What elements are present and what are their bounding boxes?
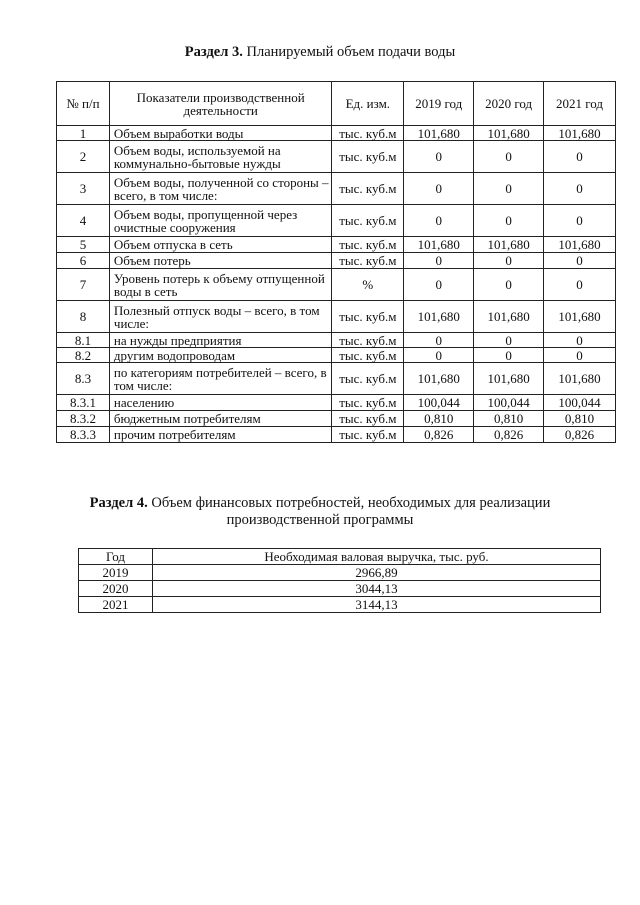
unit-cell: тыс. куб.м [332, 333, 404, 348]
value-2020: 100,044 [474, 395, 544, 411]
value-2020: 101,680 [474, 363, 544, 395]
unit-cell: % [332, 269, 404, 301]
indicator-name: Объем воды, полученной со стороны – всего, в том числе: [109, 173, 332, 205]
col-header-indicator: Показатели производственной деятельности [109, 82, 332, 126]
row-number: 4 [57, 205, 110, 237]
unit-cell: тыс. куб.м [332, 348, 404, 363]
table-row [57, 205, 616, 237]
table-row [57, 363, 616, 395]
col-header-2019: 2019 год [404, 82, 474, 126]
row-number: 8.3.3 [57, 427, 110, 443]
row-number: 1 [57, 126, 110, 141]
indicator-name: Объем воды, пропущенной через очистные сооружения [109, 205, 332, 237]
table-row [79, 565, 601, 581]
unit-cell: тыс. куб.м [332, 126, 404, 141]
table-row [57, 427, 616, 443]
year-cell: 2019 [79, 565, 153, 581]
value-2019: 101,680 [404, 126, 474, 141]
revenue-cell: 3044,13 [153, 581, 601, 597]
value-2020: 0,810 [474, 411, 544, 427]
indicator-name: Объем отпуска в сеть [109, 237, 332, 253]
table-row [57, 301, 616, 333]
table-row [57, 395, 616, 411]
value-2021: 0 [544, 205, 616, 237]
value-2019: 0 [404, 173, 474, 205]
value-2019: 100,044 [404, 395, 474, 411]
value-2019: 0,826 [404, 427, 474, 443]
section-3-title [0, 44, 640, 61]
value-2019: 101,680 [404, 363, 474, 395]
row-number: 2 [57, 141, 110, 173]
value-2020: 101,680 [474, 301, 544, 333]
table-row [57, 348, 616, 363]
value-2020: 0 [474, 141, 544, 173]
value-2019: 0 [404, 205, 474, 237]
value-2019: 0 [404, 253, 474, 269]
unit-cell: тыс. куб.м [332, 427, 404, 443]
unit-cell: тыс. куб.м [332, 363, 404, 395]
value-2020: 101,680 [474, 126, 544, 141]
col-header-year: Год [79, 549, 153, 565]
value-2019: 0,810 [404, 411, 474, 427]
section-4-heading-line2: производственной программы [226, 512, 414, 528]
indicator-name: бюджетным потребителям [109, 411, 332, 427]
table-row [57, 237, 616, 253]
value-2019: 0 [404, 141, 474, 173]
col-header-2021: 2021 год [544, 82, 616, 126]
value-2021: 100,044 [544, 395, 616, 411]
row-number: 3 [57, 173, 110, 205]
table-row [79, 597, 601, 613]
value-2021: 0,810 [544, 411, 616, 427]
row-number: 8.3.2 [57, 411, 110, 427]
col-header-revenue: Необходимая валовая выручка, тыс. руб. [153, 549, 601, 565]
table-header-row [57, 82, 616, 126]
col-header-number: № п/п [57, 82, 110, 126]
revenue-cell: 3144,13 [153, 597, 601, 613]
value-2020: 0 [474, 269, 544, 301]
unit-cell: тыс. куб.м [332, 395, 404, 411]
indicator-name: Объем выработки воды [109, 126, 332, 141]
unit-cell: тыс. куб.м [332, 237, 404, 253]
col-header-2020: 2020 год [474, 82, 544, 126]
value-2021: 0,826 [544, 427, 616, 443]
table-row [57, 269, 616, 301]
year-cell: 2021 [79, 597, 153, 613]
table-row [57, 333, 616, 348]
value-2020: 0 [474, 348, 544, 363]
value-2019: 101,680 [404, 301, 474, 333]
section-4-label: Раздел 4. [89, 495, 148, 511]
value-2020: 0 [474, 205, 544, 237]
water-supply-table [56, 81, 616, 443]
indicator-name: на нужды предприятия [109, 333, 332, 348]
row-number: 8.3 [57, 363, 110, 395]
financial-needs-table [78, 548, 601, 613]
value-2021: 0 [544, 269, 616, 301]
value-2021: 0 [544, 253, 616, 269]
indicator-name: населению [109, 395, 332, 411]
row-number: 8.3.1 [57, 395, 110, 411]
value-2021: 0 [544, 333, 616, 348]
row-number: 7 [57, 269, 110, 301]
table-row [57, 173, 616, 205]
indicator-name: по категориям потребителей – всего, в том числе: [109, 363, 332, 395]
col-header-unit: Ед. изм. [332, 82, 404, 126]
indicator-name: Объем воды, используемой на коммунально-бытовые нужды [109, 141, 332, 173]
value-2021: 0 [544, 141, 616, 173]
year-cell: 2020 [79, 581, 153, 597]
row-number: 8.1 [57, 333, 110, 348]
value-2021: 101,680 [544, 363, 616, 395]
value-2021: 0 [544, 173, 616, 205]
value-2020: 0 [474, 333, 544, 348]
unit-cell: тыс. куб.м [332, 301, 404, 333]
section-4-heading-text: Объем финансовых потребностей, необходимых для реализации [147, 495, 551, 511]
value-2021: 101,680 [544, 237, 616, 253]
value-2019: 0 [404, 269, 474, 301]
table-header-row [79, 549, 601, 565]
unit-cell: тыс. куб.м [332, 173, 404, 205]
table-row [57, 141, 616, 173]
value-2021: 101,680 [544, 301, 616, 333]
unit-cell: тыс. куб.м [332, 253, 404, 269]
value-2019: 101,680 [404, 237, 474, 253]
section-3-heading-text: Планируемый объем подачи воды [242, 44, 456, 60]
unit-cell: тыс. куб.м [332, 141, 404, 173]
row-number: 8 [57, 301, 110, 333]
value-2020: 0,826 [474, 427, 544, 443]
section-4-title [0, 495, 640, 529]
unit-cell: тыс. куб.м [332, 205, 404, 237]
value-2019: 0 [404, 348, 474, 363]
indicator-name: прочим потребителям [109, 427, 332, 443]
indicator-name: другим водопроводам [109, 348, 332, 363]
value-2019: 0 [404, 333, 474, 348]
value-2020: 0 [474, 253, 544, 269]
indicator-name: Объем потерь [109, 253, 332, 269]
table-row [57, 126, 616, 141]
revenue-cell: 2966,89 [153, 565, 601, 581]
section-3-label: Раздел 3. [184, 44, 243, 60]
value-2020: 0 [474, 173, 544, 205]
unit-cell: тыс. куб.м [332, 411, 404, 427]
row-number: 5 [57, 237, 110, 253]
indicator-name: Полезный отпуск воды – всего, в том числе: [109, 301, 332, 333]
row-number: 6 [57, 253, 110, 269]
row-number: 8.2 [57, 348, 110, 363]
value-2021: 101,680 [544, 126, 616, 141]
value-2021: 0 [544, 348, 616, 363]
table-row [79, 581, 601, 597]
table-row [57, 253, 616, 269]
table-row [57, 411, 616, 427]
value-2020: 101,680 [474, 237, 544, 253]
indicator-name: Уровень потерь к объему отпущенной воды в сеть [109, 269, 332, 301]
